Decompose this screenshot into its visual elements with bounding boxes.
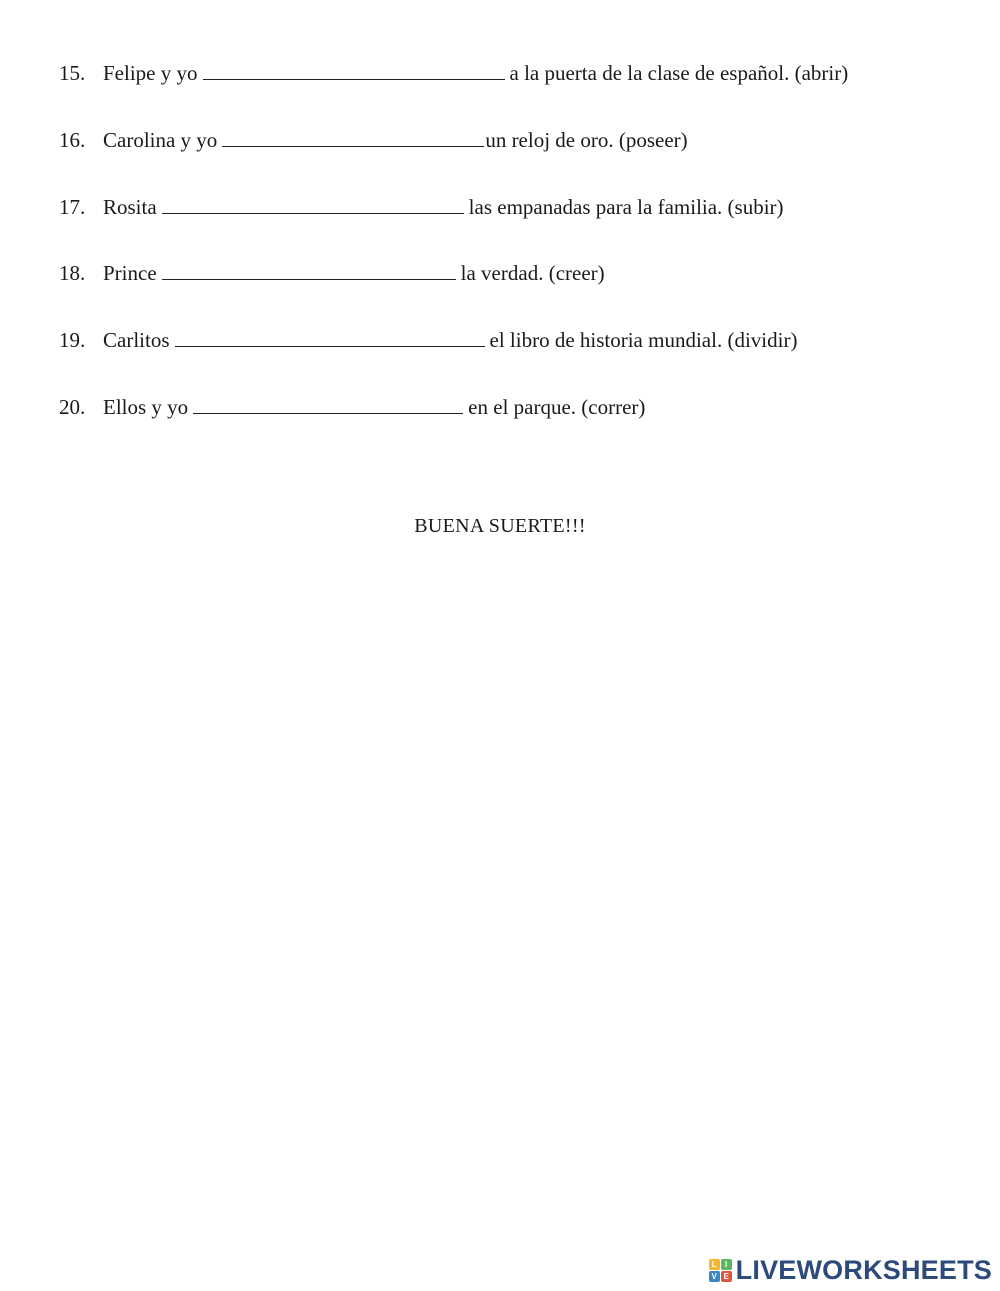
question-subject: Rosita (103, 195, 157, 219)
question-prompt: en el parque. (correr) (468, 395, 646, 419)
answer-blank-17[interactable] (162, 195, 464, 214)
liveworksheets-logo (709, 1255, 992, 1286)
question-subject: Prince (103, 261, 157, 285)
question-19 (59, 327, 797, 353)
answer-blank-18[interactable] (162, 261, 456, 280)
question-subject: Ellos y yo (103, 395, 189, 419)
question-number: 17. (59, 195, 86, 219)
logo-icon (709, 1259, 732, 1282)
closing-message: BUENA SUERTE!!! (414, 515, 586, 537)
question-prompt: la verdad. (creer) (460, 261, 605, 285)
question-prompt: a la puerta de la clase de español. (abrir) (509, 61, 849, 85)
logo-tile-i: I (721, 1259, 732, 1270)
question-subject: Carlitos (103, 328, 170, 352)
answer-blank-16[interactable] (222, 128, 484, 147)
question-20 (59, 394, 645, 420)
question-number: 15. (59, 61, 86, 85)
question-number: 16. (59, 128, 86, 152)
question-16 (59, 127, 688, 153)
question-17 (59, 194, 784, 220)
question-number: 19. (59, 328, 86, 352)
question-18 (59, 260, 605, 286)
answer-blank-20[interactable] (193, 395, 463, 414)
answer-blank-19[interactable] (175, 328, 485, 347)
question-prompt: las empanadas para la familia. (subir) (468, 195, 784, 219)
question-15 (59, 60, 848, 86)
logo-tile-l: L (709, 1259, 720, 1270)
question-prompt: un reloj de oro. (poseer) (485, 128, 688, 152)
answer-blank-15[interactable] (203, 61, 505, 80)
question-number: 18. (59, 261, 86, 285)
question-prompt: el libro de historia mundial. (dividir) (489, 328, 798, 352)
question-subject: Carolina y yo (103, 128, 218, 152)
logo-tile-e: E (721, 1271, 732, 1282)
question-subject: Felipe y yo (103, 61, 198, 85)
brand-name: LIVEWORKSHEETS (735, 1255, 992, 1285)
question-number: 20. (59, 395, 86, 419)
logo-tile-v: V (709, 1271, 720, 1282)
